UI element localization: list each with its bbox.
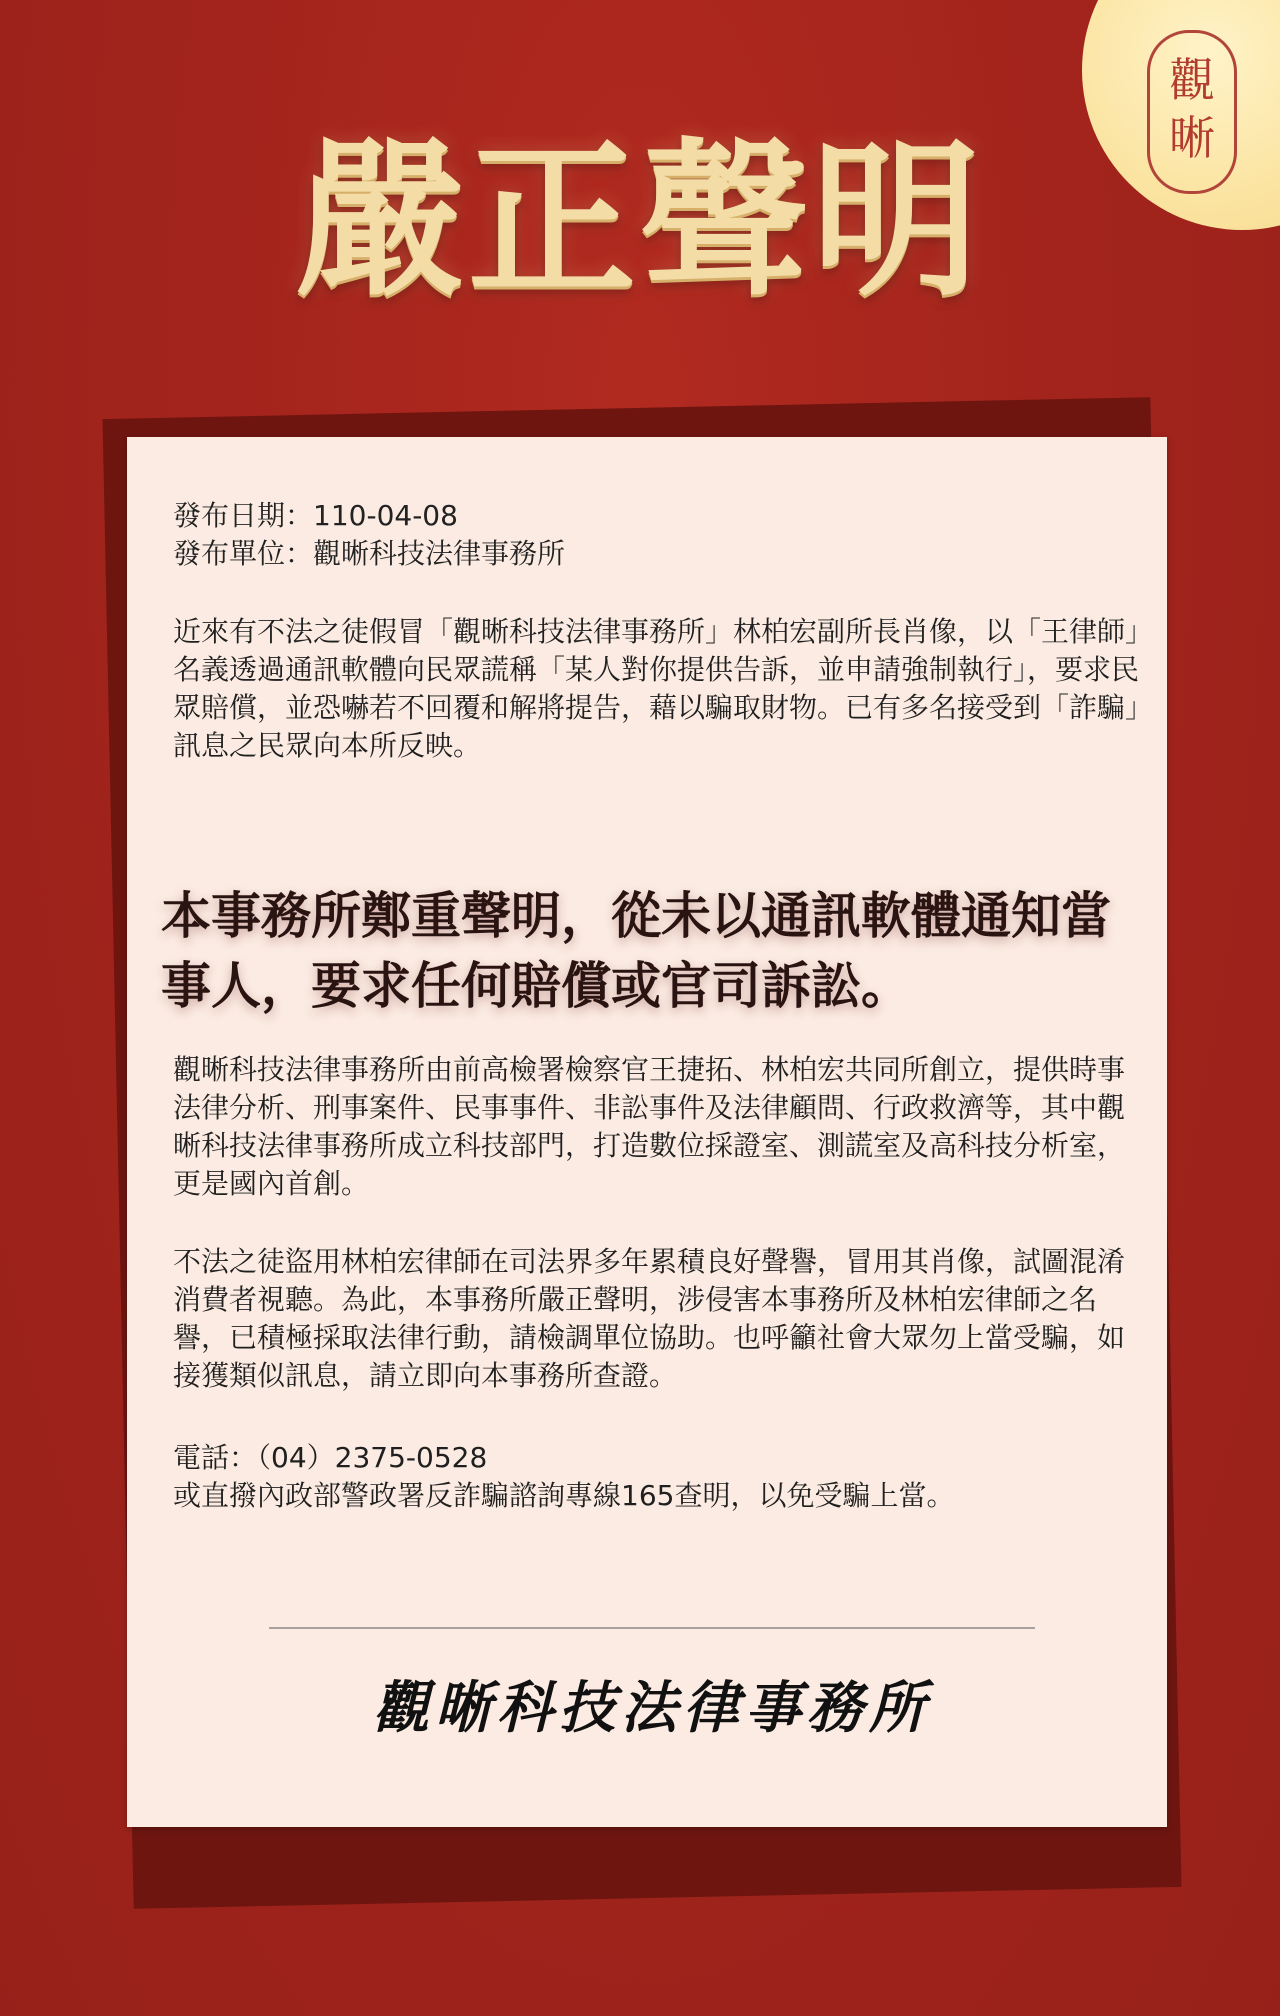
- hotline-line: 或直撥內政部警政署反詐騙諮詢專線165查明，以免受騙上當。: [173, 1479, 955, 1512]
- paragraph-legal-action: 不法之徒盜用林柏宏律師在司法界多年累積良好聲譽，冒用其肖像，試圖混淆消費者視聽。為此，本事務所嚴正聲明，涉侵害本事務所及林柏宏律師之名譽，已積極採取法律行動，請檢調單位協助。也呼籲社會大眾勿上當受騙，如接獲類似訊息，請立即向本事務所查證。: [173, 1245, 1126, 1392]
- publisher-value: 觀晰科技法律事務所: [313, 537, 566, 570]
- page-title: 嚴正聲明: [296, 121, 984, 319]
- phone-label: 電話：: [173, 1441, 258, 1474]
- paragraph-fraud-report: 近來有不法之徒假冒「觀晰科技法律事務所」林柏宏副所長肖像，以「王律師」名義透過通訊軟體向民眾謊稱「某人對你提供告訴，並申請強制執行」，要求民眾賠償，並恐嚇若不回覆和解將提告，藉以騙取財物。已有多名接受到「詐騙」訊息之民眾向本所反映。: [173, 615, 1140, 762]
- notice-meta: [173, 497, 1133, 573]
- seal-stamp-icon: [1147, 30, 1237, 194]
- publish-date-label: 發布日期：: [173, 499, 314, 532]
- seal-char-1: 觀: [1169, 53, 1215, 107]
- key-statement: 本事務所鄭重聲明，從未以通訊軟體通知當事人，要求任何賠償或官司訴訟。: [161, 886, 1111, 1015]
- paragraph-firm-intro: 觀晰科技法律事務所由前高檢署檢察官王捷拓、林柏宏共同所創立，提供時事法律分析、刑事案件、民事事件、非訟事件及法律顧問、行政救濟等，其中觀晰科技法律事務所成立科技部門，打造數位採證室、測謊室及高科技分析室，更是國內首創。: [173, 1053, 1126, 1200]
- seal-char-2: 晰: [1169, 111, 1215, 165]
- publish-date-value: 110-04-08: [313, 499, 458, 532]
- publisher-label: 發布單位：: [173, 537, 314, 570]
- publish-date-line: [173, 497, 1133, 535]
- phone-number: （04）2375-0528: [257, 1441, 488, 1474]
- notice-paper: [127, 437, 1167, 1827]
- phone-line: [173, 1439, 487, 1477]
- firm-signature: 觀晰科技法律事務所: [373, 1675, 931, 1741]
- divider: [269, 1627, 1035, 1629]
- publisher-line: [173, 535, 1133, 573]
